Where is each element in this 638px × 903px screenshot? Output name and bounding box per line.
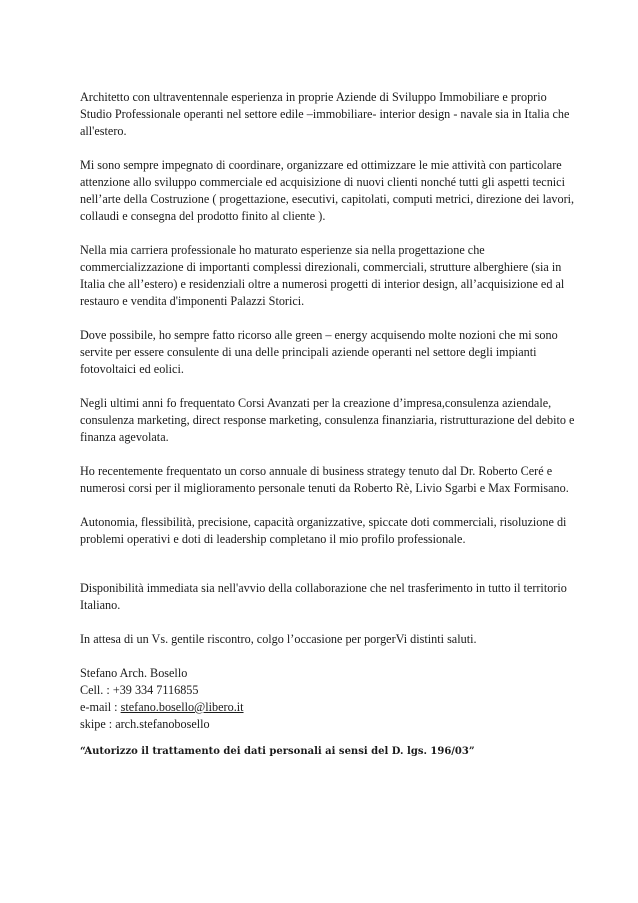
- signature-email-line: [80, 699, 580, 716]
- paragraph-skills: Autonomia, flessibilità, precisione, capacità organizzative, spiccate doti commerciali, risoluzione di problemi operativi e doti di leadership completano il mio profilo professionale.: [80, 515, 567, 546]
- privacy-notice: “Autorizzo il trattamento dei dati personali ai sensi del D. lgs. 196/03”: [80, 746, 475, 757]
- paragraph-business-strategy: Ho recentemente frequentato un corso annuale di business strategy tenuto dal Dr. Roberto Ceré e numerosi corsi per il miglioramento personale tenuti da Roberto Rè, Livio Sgarbi e Max Formisano.: [80, 464, 569, 495]
- paragraph-coordination: Mi sono sempre impegnato di coordinare, organizzare ed ottimizzare le mie attività con particolare attenzione allo sviluppo commerciale ed acquisizione di nuovi clienti nonché tutti gli aspetti tecnici nell’arte della Costruzione ( progettazione, esecutivi, capitolati, computi metrici, direzione dei lavori, collaudi e consegna del prodotto finito al cliente ).: [80, 158, 575, 223]
- signature-cell: Cell. : +39 334 7116855: [80, 683, 199, 697]
- paragraph-career: Nella mia carriera professionale ho maturato esperienze sia nella progettazione che commercializzazione di importanti complessi direzionali, commerciali, strutture alberghiere (sia in Italia che all’estero) e residenziali oltre a numerosi progetti di interior design, all’acquisizione ed al restauro e vendita d'imponenti Palazzi Storici.: [80, 243, 565, 308]
- signature-block: [80, 665, 580, 733]
- letter-body: [80, 89, 580, 759]
- email-link[interactable]: stefano.bosello@libero.it: [120, 700, 244, 714]
- paragraph-courses: Negli ultimi anni fo frequentato Corsi Avanzati per la creazione d’impresa,consulenza aziendale, consulenza marketing, direct response marketing, consulenza finanziaria, ristrutturazione del debito e finanza agevolata.: [80, 396, 575, 444]
- paragraph-closing: In attesa di un Vs. gentile riscontro, colgo l’occasione per porgerVi distinti saluti.: [80, 632, 477, 646]
- email-label: e-mail :: [80, 700, 121, 714]
- paragraph-green-energy: Dove possibile, ho sempre fatto ricorso alle green – energy acquisendo molte nozioni che mi sono servite per essere consulente di una delle principali aziende operanti nel settore degli impianti fotovoltaici ed eolici.: [80, 328, 558, 376]
- paragraph-experience: Architetto con ultraventennale esperienza in proprie Aziende di Sviluppo Immobiliare e proprio Studio Professionale operanti nel settore edile –immobiliare- interior design - navale sia in Italia che all'estero.: [80, 90, 570, 138]
- paragraph-availability: Disponibilità immediata sia nell'avvio della collaborazione che nel trasferimento in tutto il territorio Italiano.: [80, 581, 567, 612]
- signature-skype: skipe : arch.stefanobosello: [80, 717, 210, 731]
- signature-name: Stefano Arch. Bosello: [80, 666, 188, 680]
